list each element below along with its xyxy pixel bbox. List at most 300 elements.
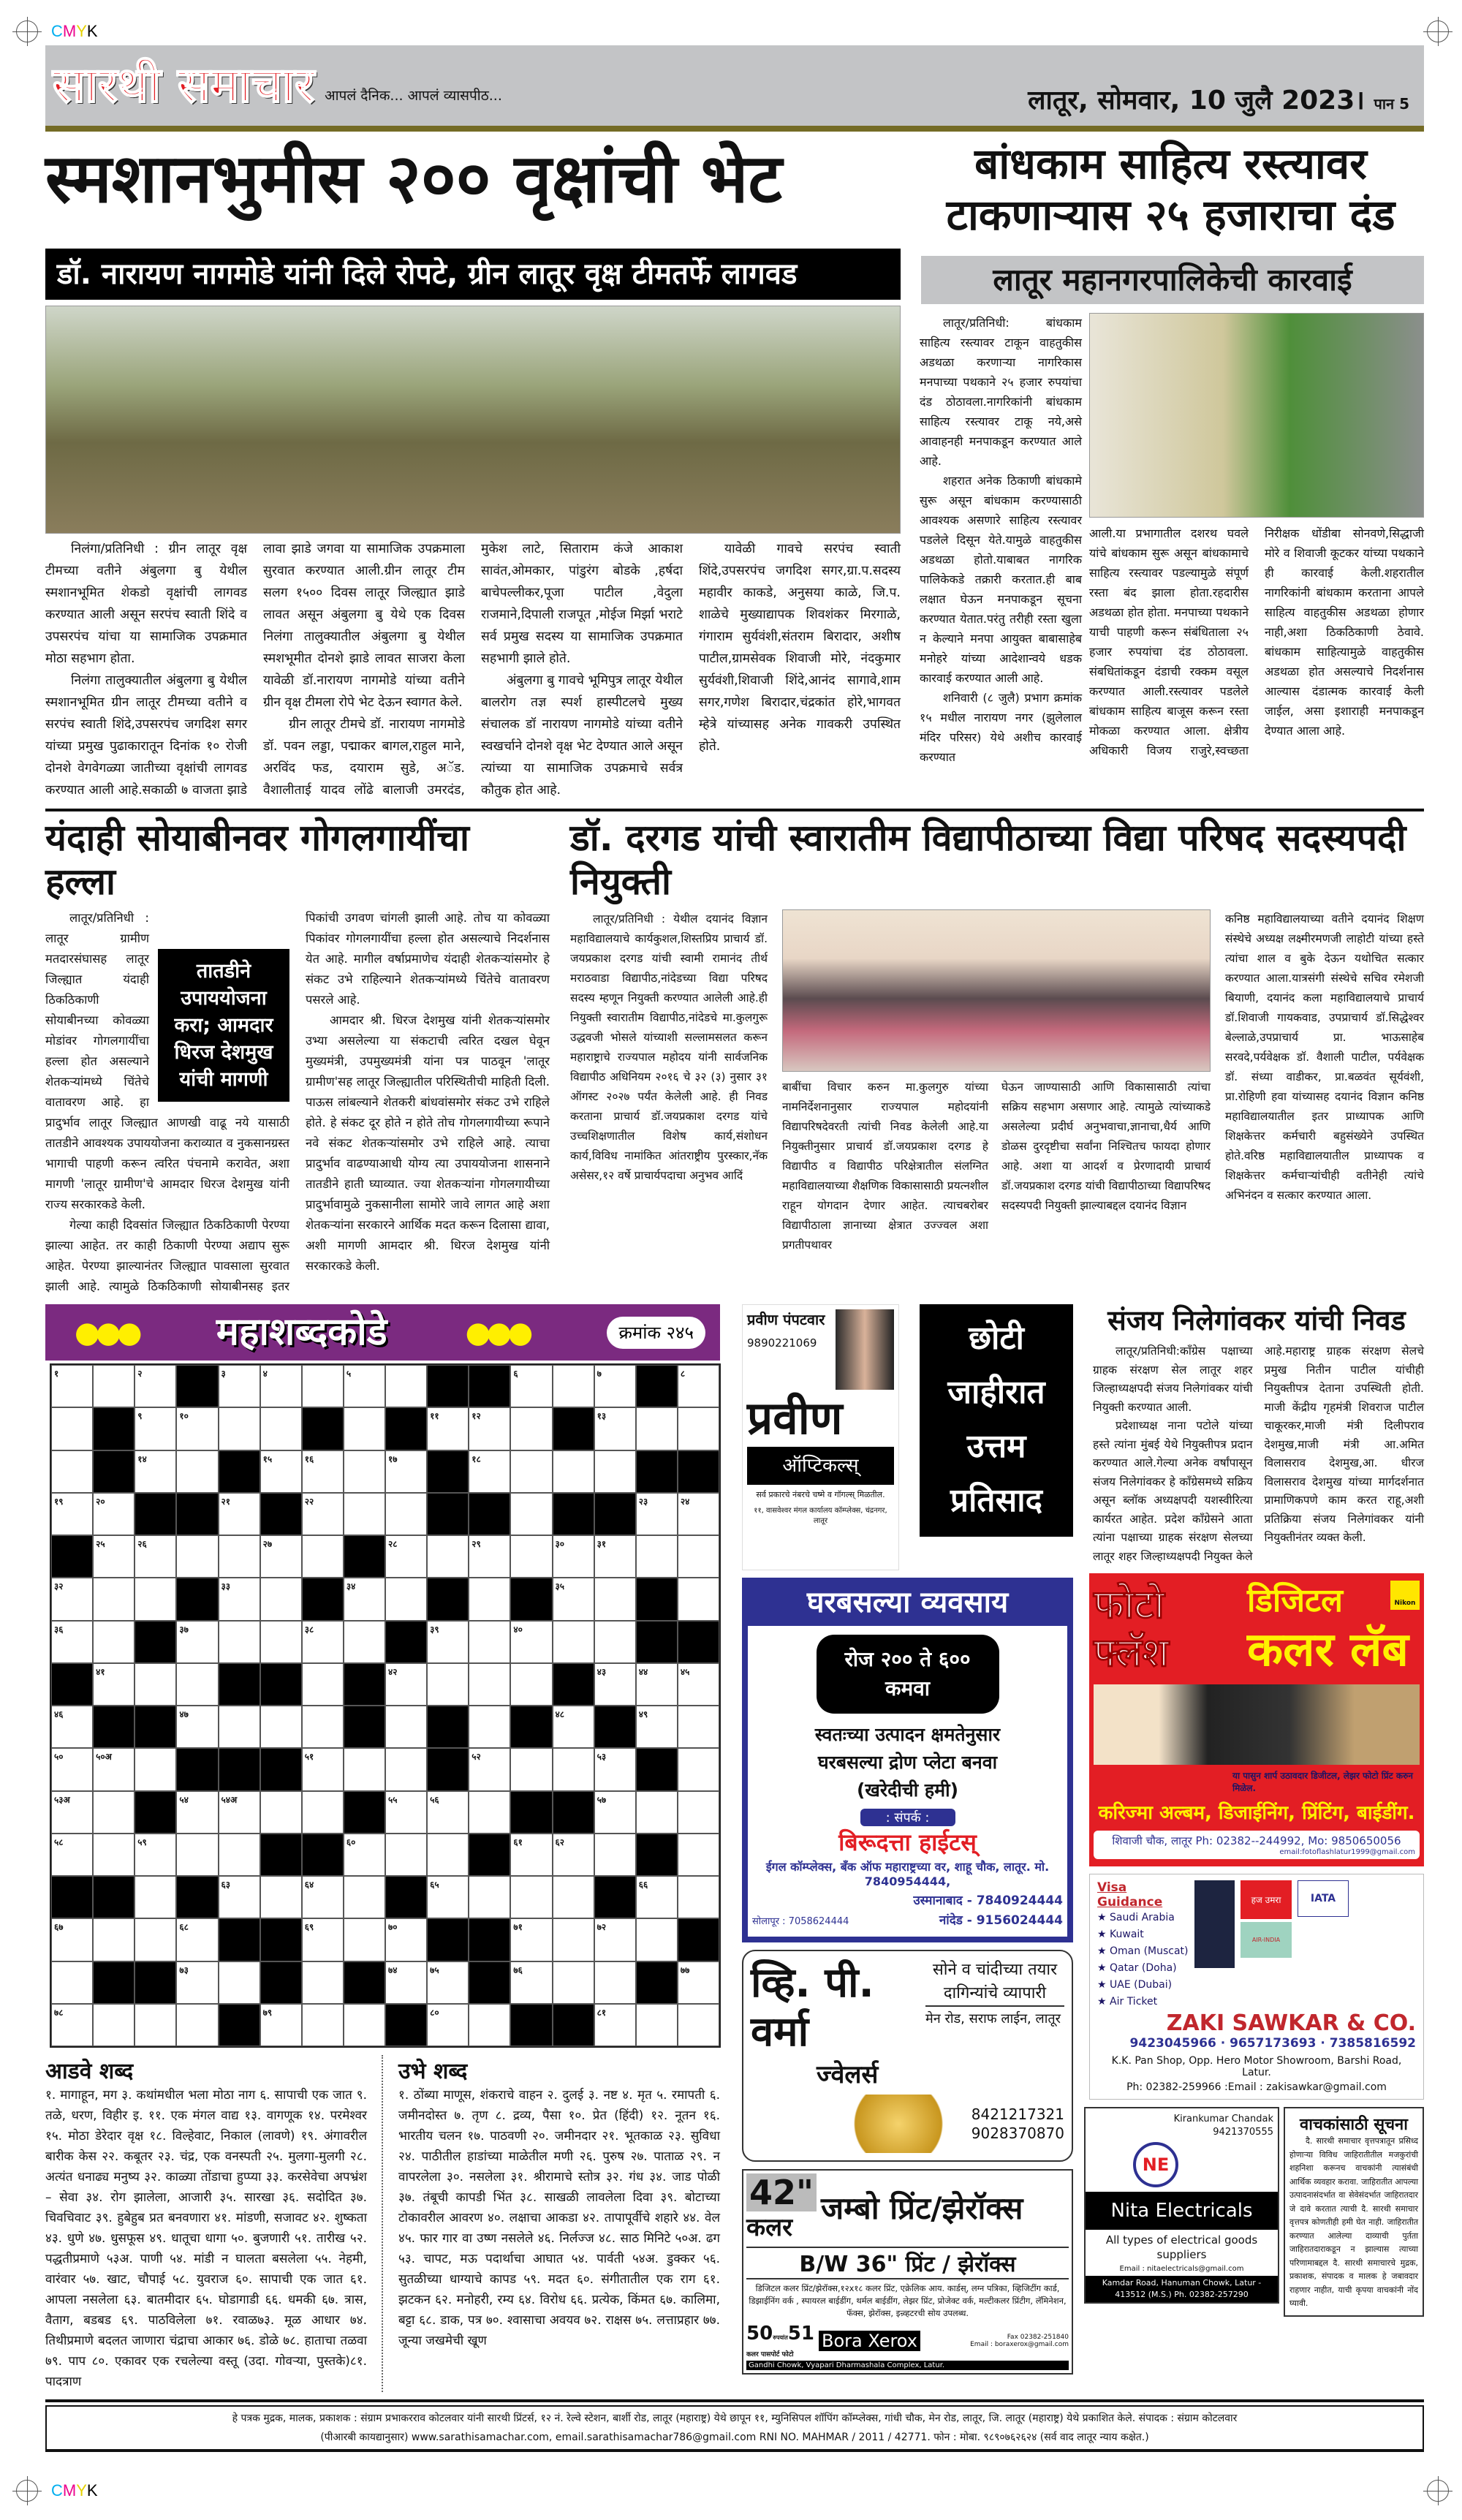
crossword-cell[interactable]: [176, 1834, 218, 1876]
crossword-block: [510, 1791, 552, 1834]
crossword-cell[interactable]: [176, 1663, 218, 1706]
story2-headline: बांधकाम साहित्य रस्त्यावर टाकणाऱ्यास २५ हजाराचा दंड: [946, 139, 1395, 240]
crossword-block: [469, 1493, 510, 1535]
crossword-cell[interactable]: [469, 1578, 510, 1620]
crossword-cell[interactable]: ५७: [594, 1791, 636, 1834]
crossword-cell[interactable]: १८: [469, 1450, 510, 1493]
crossword-cell[interactable]: ४६: [51, 1706, 93, 1748]
crossword-block: [385, 2004, 427, 2046]
crossword-cell[interactable]: ५१: [302, 1748, 344, 1790]
crossword-cell[interactable]: [93, 2004, 135, 2046]
masthead-divider: [45, 126, 1424, 132]
crossword-cell[interactable]: [678, 1578, 719, 1620]
crossword-cell[interactable]: ४५: [678, 1663, 719, 1706]
crossword-block: [302, 1834, 344, 1876]
crossword-cell[interactable]: २३: [636, 1493, 678, 1535]
crossword-cell[interactable]: [553, 1450, 594, 1493]
crossword-cell[interactable]: [678, 1791, 719, 1834]
story2-lower-text: आली.या प्रभागातील दशरथ घवले यांचे बांधकाम सुरू असून बांधकामाचे साहित्य रस्त्यावर पडल्यामुळे संपूर्ण रस्ता बंद झाला होता.रहदारीस अडथळा होत होता. मनपाच्या पथकाने याची पाहणी करून संबंधिताला २५ हजार रुपयांचा दंड ठोठावला. संबधितांकडून दंडाची रक्कम वसूल करण्यात आली.रस्त्यावर पडलेले बांधकाम साहित्य बाजूस करून रस्ता मोकळा करण्यात आला. क्षेत्रीय अधिकारी विजय राजुरे,स्वच्छता निरीक्षक धोंडीबा सोनवणे,सिद्धाजी मोरे व शिवाजी कूटकर यांच्या पथकाने ही कारवाई केली.शहरातील नागरिकांनी बांधकाम करताना आपले साहित्य वाहतुकीस अडथळा होणार नाही,अशा ठिकठिकाणी ठेवावे. बांधकाम साहित्यामुळे वाहतुकीस अडथळा होत असल्याचे निदर्शनास आल्यास दंडात्मक कारवाई केली जाईल, असा इशाराही मनपाकडून देण्यात आला आहे.: [1089, 526, 1424, 757]
crossword-cell[interactable]: ५६: [427, 1791, 469, 1834]
crossword-cell[interactable]: ५: [344, 1365, 385, 1407]
crossword-block: [510, 2004, 552, 2046]
crossword-block: [385, 1407, 427, 1450]
crossword-cell[interactable]: २१: [219, 1493, 260, 1535]
crossword-cell[interactable]: [344, 1450, 385, 1493]
crossword-cell[interactable]: [176, 2004, 218, 2046]
crossword-cell[interactable]: ५०: [51, 1748, 93, 1790]
footer-divider: [45, 2399, 1424, 2402]
crossword-cell[interactable]: [469, 1706, 510, 1748]
crossword-cell[interactable]: [553, 1365, 594, 1407]
burst-badge: रोज २०० ते ६०० कमवा: [817, 1635, 999, 1714]
crossword-cell[interactable]: ४४: [636, 1663, 678, 1706]
crossword-cell[interactable]: ६७: [51, 1918, 93, 1961]
crossword-cell[interactable]: [219, 1961, 260, 2004]
crossword-cell[interactable]: २७: [260, 1535, 302, 1578]
crossword-cell[interactable]: [176, 1535, 218, 1578]
crossword-block: [135, 1493, 176, 1535]
crossword-issue: क्रमांक २४५: [607, 1317, 705, 1349]
crossword-cell[interactable]: ८: [678, 1365, 719, 1407]
crossword-cell[interactable]: ७५: [427, 1961, 469, 2004]
crossword-block: [427, 1578, 469, 1620]
crossword-cell[interactable]: [469, 1791, 510, 1834]
story2-side-text: लातूर/प्रतिनिधी: बांधकाम साहित्य रस्त्यावर टाकून वाहतुकीस अडथळा करणाऱ्या नागरिकास मनपाच्या पथकाने २५ हजार रुपयांचा दंड ठोठावला.नागरिकांनी बांधकाम साहित्य रस्त्यावर टाकू नये,असे आवाहनही मनपाकडून करण्यात आले आहे. शहरात अनेक ठिकाणी बांधकामे सुरू असून बांधकाम करण्यासाठी आवश्यक असणारे साहित्य रस्त्यावर पडलेले दिसून येते.यामुळे वाहतुकीस अडथळा होतो.याबाबत नागरिक पालिकेकडे तक्रारी करतात.ही बाब लक्षात घेऊन मनपाकडून सूचना करण्यात येतात.परंतु तरीही रस्ता खुला न केल्याने मनपा आयुक्त बाबासाहेब मनोहरे यांच्या आदेशान्वये धडक कारवाई करण्यात आली आहे. शनिवारी (८ जुलै) प्रभाग क्रमांक १५ मधील नारायण नगर (झुलेलाल मंदिर परिसर) येथे अशीच कारवाई करण्यात: [920, 316, 1082, 764]
crossword-cell[interactable]: [260, 1407, 302, 1450]
crossword-cell[interactable]: ३१: [594, 1535, 636, 1578]
crossword-block: [135, 1621, 176, 1663]
crossword-block: [219, 1663, 260, 1706]
crossword-cell[interactable]: [594, 1961, 636, 2004]
crossword-cell[interactable]: ६९: [302, 1918, 344, 1961]
crossword-cell[interactable]: [260, 1621, 302, 1663]
crossword-cell[interactable]: [219, 1706, 260, 1748]
crossword-cell[interactable]: [385, 1706, 427, 1748]
crossword-cell[interactable]: ५२: [469, 1748, 510, 1790]
crossword-cell[interactable]: ६३: [219, 1876, 260, 1918]
crossword-block: [427, 1706, 469, 1748]
crossword-cell[interactable]: [344, 2004, 385, 2046]
crossword-block: [594, 1706, 636, 1748]
crossword-cell[interactable]: [93, 1621, 135, 1663]
crossword-block: [344, 1663, 385, 1706]
crossword-cell[interactable]: [344, 1407, 385, 1450]
crossword-block: [93, 1961, 135, 2004]
crossword-block: [260, 1663, 302, 1706]
crossword-cell[interactable]: १६: [302, 1450, 344, 1493]
crossword-block: [510, 1706, 552, 1748]
home-business-ad: घरबसल्या व्यवसाय रोज २०० ते ६०० कमवा स्वतःच्या उत्पादन क्षमतेनुसार घरबसल्या द्रोण प्लेटा बनवा (खरेदीची हमी) : संपर्क : बिरूदत्ता हाईटस् ईगल कॉम्प्लेक्स, बँक ऑफ महाराष्ट्रच्या वर, शाहू चौक, लातूर. मो. 7840954444, उस्मानाबाद - 7840924444 सोलापूर : 7058624444 नांदेड - 9156024444: [742, 1578, 1073, 1942]
crossword-cell[interactable]: ३५: [553, 1578, 594, 1620]
crossword-cell[interactable]: ३२: [51, 1578, 93, 1620]
crossword-block: [51, 1535, 93, 1578]
crossword-cell[interactable]: ७६: [510, 1961, 552, 2004]
dateline: लातूर, सोमवार, 10 जुलै 2023। पान 5: [1028, 86, 1409, 116]
crossword-block: [135, 1791, 176, 1834]
crossword-cell[interactable]: ३४: [344, 1578, 385, 1620]
model-photo: [836, 1309, 894, 1390]
crossword-block: [344, 1791, 385, 1834]
crossword-cell[interactable]: [93, 1918, 135, 1961]
crossword-cell[interactable]: [135, 1663, 176, 1706]
story1-subheadline: डॉ. नारायण नागमोडे यांनी दिले रोपटे, ग्रीन लातूर वृक्ष टीमतर्फे लागवड: [45, 249, 901, 300]
crossword-cell[interactable]: [344, 1748, 385, 1790]
crossword-cell[interactable]: [678, 1706, 719, 1748]
crossword-block: [219, 2004, 260, 2046]
story1-photo: [45, 306, 901, 534]
crossword-block: [302, 1578, 344, 1620]
crossword-cell[interactable]: [219, 1407, 260, 1450]
story5-body: लातूर/प्रतिनिधी:कॉंग्रेस पक्षाच्या ग्राहक संरक्षण सेल लातूर शहर जिल्हाध्यक्षपदी संजय निलेगांवकर यांची नियुक्ती करण्यात आली. प्रदेशाध्यक्ष नाना पटोले यांच्या हस्ते त्यांना मुंबई येथे नियुक्तीपत्र प्रदान करण्यात आले.गेल्या अनेक वर्षांपासून संजय निलेगांवकर हे कॉंग्रेसमध्ये सक्रिय असून ब्लॉक अध्यक्षपदी यशस्वीरित्या कार्यरत आहेत. प्रदेश कॉंग्रेसने आता त्यांना पक्षाच्या ग्राहक संरक्षण सेलच्या लातूर शहर जिल्हाध्यक्षपदी नियुक्त केले आहे.महाराष्ट्र ग्राहक संरक्षण सेलचे प्रमुख नितीन पाटील यांचीही नियुक्तीपत्र देताना उपस्थिती होती. माजी केंद्रीय गृहमंत्री शिवराज पाटील चाकूरकर,माजी मंत्री दिलीपराव देशमुख,माजी मंत्री आ.अमित विलासराव देशमुख,आ. धीरज विलासराव देशमुख यांच्या मार्गदर्शनात प्रामाणिकपणे काम करत राहू,अशी प्रतिक्रिया संजय निलेगांवकर यांनी नियुक्तीनंतर व्यक्त केली.: [1093, 1344, 1424, 1563]
crossword-block: [427, 1918, 469, 1961]
crossword-cell[interactable]: [260, 1876, 302, 1918]
crossword-block: [553, 1407, 594, 1450]
registration-mark-icon: [16, 2480, 38, 2502]
crossword-block: [219, 1450, 260, 1493]
crossword-cell[interactable]: [553, 1621, 594, 1663]
story3-headline: यंदाही सोयाबीनवर गोगलगायींचा हल्ला: [45, 817, 469, 903]
nita-electricals-ad: Kirankumar Chandak 9421370555 NE Nita Electricals All types of electrical goods suppliers Email : nitaelectricals@gmail.com Kamdar Road, Hanuman Chowk, Latur - 413512 (M.S.) Ph. 02382-257290: [1084, 2107, 1279, 2304]
crossword-block: [260, 1748, 302, 1790]
crossword-cell[interactable]: [135, 2004, 176, 2046]
crossword-cell[interactable]: [553, 1961, 594, 2004]
crossword-block: [344, 1535, 385, 1578]
crossword-cell[interactable]: २०: [93, 1493, 135, 1535]
crossword-block: [594, 1493, 636, 1535]
crossword-block: [93, 1706, 135, 1748]
crossword-cell[interactable]: [594, 1621, 636, 1663]
crossword-cell[interactable]: [553, 1876, 594, 1918]
visa-country-list: ★ Saudi Arabia ★ Kuwait ★ Oman (Muscat) ★ Qatar (Doha) ★ UAE (Dubai) ★ Air Ticket: [1097, 1912, 1189, 2008]
crossword-cell[interactable]: [678, 1876, 719, 1918]
cmyk-mark-top: CMYK: [51, 22, 98, 40]
crossword-cell[interactable]: [427, 1663, 469, 1706]
crossword-cell[interactable]: २४: [678, 1493, 719, 1535]
crossword-cell[interactable]: [302, 1365, 344, 1407]
crossword-cell[interactable]: ५८: [51, 1834, 93, 1876]
crossword-cell[interactable]: [427, 1535, 469, 1578]
dots-decoration-icon: ●●●: [75, 1315, 138, 1350]
crossword-cell[interactable]: ५४: [176, 1791, 218, 1834]
crossword-cell[interactable]: [678, 1535, 719, 1578]
down-clues: उभे शब्द १. ठोंब्या माणूस, शंकराचे वाहन २. दुलई ३. नष्ट ४. मृत ५. रमापती ६. जमीनदोस्त ७. तृण ८. द्रव्य, पैसा १०. प्रेत (हिंदी) १२. नूतन १६. भारतीय चलन १७. पाठवणी २०. जमीनदार २१. भूतकाळ २३. सुविधा २४. पाठीतील हाडांच्या माळेतील मणी २६. पुरुष २७. पाताळ २९. न वापरलेला ३०. नसलेला ३१. श्रीरामाचे स्तोत्र ३२. गंध ३४. जाड पोळी ३७. तंबूची कापडी भिंत ३८. साखळी लावलेला दिवा ३९. बोटाच्या टोकावरील आवरण ४०. लक्षाचा आकडा ४२. तापापूर्वीचे शहारे ४४. वेल ४५. फार गार वा उष्ण नसलेले ४६. निर्लज्ज ४८. साठ मिनिटे ५०अ. ढग ५३. चापट, मऊ पदार्थाचा आघात ५४. पार्वती ५४अ. डुक्कर ५६. सुतळीच्या धाग्याचे कापड ५९. मदत ६०. संगीतातील एक राग ६१. झटकन ६२. मनोहरी, रम्य ६४. विरोध ६६. प्रत्येक, किंमत ६७. कालिमा, बट्टा ६८. डाक, पत्र ७०. श्वासाचा अवयव ७२. राक्षस ७५. लत्ताप्रहार ७७. जून्या जखमेची खूण: [398, 2059, 720, 2348]
crossword-cell[interactable]: ३७: [176, 1621, 218, 1663]
crossword-cell[interactable]: [93, 1365, 135, 1407]
crossword-cell[interactable]: [302, 1663, 344, 1706]
crossword-cell[interactable]: [678, 1834, 719, 1876]
crossword-block: [176, 1748, 218, 1790]
crossword-block: [427, 1748, 469, 1790]
crossword-block: [344, 1706, 385, 1748]
crossword-cell[interactable]: ५५: [385, 1791, 427, 1834]
crossword-cell[interactable]: ५३: [594, 1748, 636, 1790]
crossword-cell[interactable]: ६: [510, 1365, 552, 1407]
crossword-cell[interactable]: १४: [135, 1450, 176, 1493]
crossword-cell[interactable]: [176, 1450, 218, 1493]
jewellery-photo: [833, 2095, 964, 2153]
crossword-cell[interactable]: २८: [385, 1535, 427, 1578]
crossword-cell[interactable]: ६६: [636, 1876, 678, 1918]
crossword-block: [176, 1493, 218, 1535]
across-clues: आडवे शब्द १. मागाहून, मग ३. कथांमधील भला मोठा नाग ६. सापाची एक जात ९. तळे, धरण, विहीर इ. ११. एक मंगल वाद्य १३. वागणूक १४. परमेश्वर १५. मोठा डेरेदार वृक्ष १८. विल्हेवाट, निकाल (लावणे) १९. अंगावरील बारीक केस २२. कबूतर २३. चंद्र, एक वनस्पती २५. मुलगा-मुलगी २८. अत्यंत धनाढ्य मनुष्य ३२. काळ्या तोंडाचा हुप्प्या ३३. करसेवेचा अपभ्रंश – सेवा ३४. रोग झालेला, आजारी ३५. सारखा ३६. सदोदित ३७. चिवचिवाट ३९. हुबेहुब प्रत बनवणारा ४१. मांडणी, सजावट ४२. शुष्कता ४३. धुणे ४७. धुसफूस ४९. धातूचा धागा ५०. बुजणारी ५१. तारीख ५२. पद्धतीप्रमाणे ५३अ. पाणी ५४. मांडी न घालता बसलेला ५५. नेहमी, वारंवार ५७. खाट, चौपाई ५८. युवराज ६०. सापाची एक जात ६१. आपला नसलेला ६३. बातमीदार ६५. घोडागाडी ६६. धमकी ६७. त्रास, वैताग, बडबड ६९. पाठविलेला ७१. रवाळ७३. मूळ आधार ७४. तिथीप्रमाणे बदलत जाणारा चंद्राचा आकार ७६. डोळे ७८. हाताचा तळवा ७९. पाप ८०. एकावर एक रचलेल्या वस्तू (उदा. गोवऱ्या, पुस्तके)८१. पादत्राण: [45, 2059, 367, 2389]
reader-notice: वाचकांसाठी सूचना दै. सारथी समाचार वृत्तपत्रातून प्रसिध्द होणाऱ्या विविध जाहिरातीतील मजकुरांची शहनिशा करूनच वाचकांनी त्यासंबंधी आर्थिक व्यवहार करावा. जाहिरातीत आपल्या उत्पादनासंदर्भात वा सेवेसंदर्भात जाहिरातदार जे दावे करतात त्याची दै. सारथी समाचार वृत्तपत्र कोणतीही हमी घेत नाही. जाहिरातीत करण्यात आलेल्या दाव्याची पुर्तता जाहिरातदाराकडून न झाल्यास त्याच्या परिणामाबद्दल दै. सारथी समाचारचे मुद्रक, प्रकाशक, संपादक व मालक हे जबावदार राहणार नाहीत, याची कृपया वाचकांनी नोंद घ्यावी.: [1284, 2107, 1424, 2317]
story3-pullquote: तातडीने उपाययोजना करा; आमदार धिरज देशमुख यांची मागणी: [158, 949, 289, 1102]
crossword-block: [678, 1918, 719, 1961]
crossword-cell[interactable]: ३३: [219, 1578, 260, 1620]
crossword-title: महाशब्दकोडे: [216, 1310, 387, 1355]
crossword-cell[interactable]: १९: [51, 1493, 93, 1535]
crossword-cell[interactable]: ५९: [135, 1834, 176, 1876]
crossword-cell[interactable]: ७३: [176, 1961, 218, 2004]
registration-mark-icon: [1427, 2480, 1449, 2502]
crossword-cell[interactable]: १५: [260, 1450, 302, 1493]
crossword-cell[interactable]: [678, 2004, 719, 2046]
crossword-cell[interactable]: ४३: [594, 1663, 636, 1706]
crossword-cell[interactable]: [302, 1535, 344, 1578]
crossword-cell[interactable]: १२: [469, 1407, 510, 1450]
crossword-cell[interactable]: [302, 1791, 344, 1834]
crossword-grid: [50, 1363, 721, 2048]
crossword-cell[interactable]: [385, 1365, 427, 1407]
crossword-block: [135, 1961, 176, 2004]
crossword-block: [176, 1365, 218, 1407]
crossword-cell[interactable]: [594, 1450, 636, 1493]
crossword-block: [260, 1493, 302, 1535]
crossword-cell[interactable]: [636, 1407, 678, 1450]
crossword-block: [427, 1450, 469, 1493]
crossword-cell[interactable]: [219, 1834, 260, 1876]
crossword-cell[interactable]: ४८: [553, 1706, 594, 1748]
crossword-cell[interactable]: २६: [135, 1535, 176, 1578]
crossword-block: [636, 1961, 678, 2004]
crossword-cell[interactable]: [51, 1450, 93, 1493]
crossword-block: [385, 1621, 427, 1663]
crossword-block: [260, 1834, 302, 1876]
crossword-cell[interactable]: [553, 1918, 594, 1961]
crossword-cell[interactable]: ७४: [385, 1961, 427, 2004]
crossword-block: [51, 1663, 93, 1706]
crossword-cell[interactable]: ४: [260, 1365, 302, 1407]
crossword-cell[interactable]: ३६: [51, 1621, 93, 1663]
crossword-cell[interactable]: ८०: [427, 2004, 469, 2046]
crossword-cell[interactable]: [93, 1791, 135, 1834]
crossword-cell[interactable]: [510, 1450, 552, 1493]
cmyk-mark-bottom: CMYK: [51, 2481, 98, 2500]
crossword-block: [260, 1961, 302, 2004]
crossword-cell[interactable]: [594, 1834, 636, 1876]
story1-body: निलंगा/प्रतिनिधी : ग्रीन लातूर वृक्ष टीमच्या वतीने अंबुलगा बु येथील स्मशानभूमित शेकडो वृक्षांची लागवड करण्यात आली असून सरपंच स्वाती शिंदे व उपसरपंच यांचा या सामाजिक उपक्रमात मोठा सहभाग होता. निलंगा तालुक्यातील अंबुलगा बु येथील स्मशानभूमित ग्रीन लातूर टीमच्या वतीने व सरपंच स्वाती शिंदे,उपसरपंच जगदिश सगर यांच्या प्रमुख पुढाकारातून दिनांक १० रोजी दोनशे वेगवेगळ्या जातीच्या वृक्षांची लागवड करण्यात आली आहे.सकाळी ७ वाजता झाडे लावा झाडे जगवा या सामाजिक उपक्रमाला सुरवात करण्यात आली.ग्रीन लातूर टीम सलग १५०० दिवस लातूर जिल्ह्यात झाडे लावत असून अंबुलगा बु येथे एक दिवस निलंगा तालुक्यातील अंबुलगा बु येथील स्मशभूमीत दोनशे झाडे लावत साजरा केला यावेळी डॉ.नारायण नागमोडे यांच्या वतीने ग्रीन वृक्ष टीमला रोपे भेट देऊन स्वागत केले. ग्रीन लातूर टीमचे डॉ. नारायण नागमोडे डॉ. पवन लड्डा, पद्माकर बागल,राहुल माने, अरविंद फड, दयाराम सुडे, अॅड. वैशालीताई यादव लोंढे बालाजी उमरदंड, मुकेश लाटे, सिताराम कंजे आकाश सावंत,ओमकार, पांडुरंग बोडके ,हर्षदा बाचेपल्लीकर,पूजा पाटील ,वेदुला राजमाने,दिपाली राजपूत ,मोईज मिर्झा भराटे सर्व प्रमुख सदस्य या सामाजिक उपक्रमात सहभागी झाले होते. अंबुलगा बु गावचे भूमिपुत्र लातूर येथील बालरोग तज्ञ स्पर्श हास्पीटलचे मुख्य संचालक डॉ नारायण नागमोडे यांच्या वतीने स्वखर्चाने दोनशे वृक्ष भेट देण्यात आले असून त्यांच्या या सामाजिक उपक्रमाचे सर्वत्र कौतुक होत आहे. यावेळी गावचे सरपंच स्वाती शिंदे,उपसरपंच जगदिश सगर,ग्रा.प.सदस्य महावीर काकडे, अनुसया काळे, जि.प. शाळेचे मुख्याद्यापक शिवशंकर मिरगाळे, गंगाराम सुर्यवंशी,संतराम बिरादार, अशीष पाटील,ग्रामसेवक शिवाजी मोरे, नंदकुमार सुर्यवंशी,शिवाजी शिंदे,आनंद सागावे,शाम सगर,गणेश बिरादार,चंद्रकांत होरे,भागवत म्हेत्रे यांच्यासह अनेक गावकरी उपस्थित होते.: [45, 542, 901, 798]
crossword-cell[interactable]: ५३अ: [51, 1791, 93, 1834]
crossword-cell[interactable]: १: [51, 1365, 93, 1407]
crossword-block: [469, 1834, 510, 1876]
crossword-cell[interactable]: [219, 1535, 260, 1578]
footer-imprint: हे पत्रक मुद्रक, मालक, प्रकाशक : संग्राम प्रभाकरराव कोटलवार यांनी सारथी प्रिंटर्स, १२ नं. रेल्वे स्टेशन, बार्शी रोड, लातूर (महाराष्ट्र) येथे छापून ११, म्युनिसिपल शॉपिंग कॉम्प्लेक्स, गांधी चौक, मेन रोड, लातूर, जि. लातूर (महाराष्ट्र) येथे प्रकाशित केले. संपादक : संग्राम कोटलवार (पीआरबी कायद्यानुसार) www.sarathisamachar.com, email.sarathisamachar786@gmail.com RNI NO. MAHMAR / 2011 / 42771. फोन : मोबा. ९८९०७६२६२४ (सर्व वाद लातूर न्याय कक्षेत.): [45, 2405, 1424, 2452]
crossword-cell[interactable]: ८१: [594, 2004, 636, 2046]
crossword-cell[interactable]: [135, 1876, 176, 1918]
crossword-cell[interactable]: [344, 1918, 385, 1961]
newspaper-logo: सारथी समाचार: [53, 57, 315, 114]
crossword-block: [636, 1834, 678, 1876]
crossword-cell[interactable]: ७०: [385, 1918, 427, 1961]
story5-headline: संजय निलेगांवकर यांची निवड: [1107, 1304, 1406, 1336]
crossword-block: [469, 1365, 510, 1407]
crossword-cell[interactable]: [302, 1961, 344, 2004]
story3-body: तातडीने उपाययोजना करा; आमदार धिरज देशमुख यांची मागणी लातूर/प्रतिनिधी : लातूर ग्रामीण मतदारसंघासह लातूर जिल्ह्यात यंदाही ठिकठिकाणी सोयाबीनच्या कोवळ्या मोडांवर गोगलगायींचा हल्ला होत असल्याने शेतकऱ्यांमध्ये चिंतेचे वातावरण आहे. हा प्रादुर्भाव लातूर जिल्ह्यात आणखी वाढू नये यासाठी तातडीने आवश्यक उपाययोजना कराव्यात व नुकसानग्रस्त भागाची पाहणी करून त्वरित पंचनामे करावेत, अशा मागणी 'लातूर ग्रामीण'चे आमदार धिरज देशमुख यांनी राज्य सरकारकडे केली. गेल्या काही दिवसांत जिल्ह्यात ठिकठिकाणी पेरण्या झाल्या आहेत. तर काही ठिकाणी पेरण्या अद्याप सुरू आहेत. पेरण्या झाल्यानंतर जिल्ह्यात पावसाला सुरवात झाली आहे. त्यामुळे ठिकठिकाणी सोयाबीनसह इतर पिकांची उगवण चांगली झाली आहे. तोच या कोवळ्या पिकांवर गोगलगायींचा हल्ला होत असल्याचे निदर्शनास येत आहे. मागील वर्षाप्रमाणेच यंदाही शेतकऱ्यांसमोर हे संकट उभे राहिल्याने शेतकऱ्यांमध्ये चिंतेचे वातावरण पसरले आहे. आमदार श्री. धिरज देशमुख यांनी शेतकऱ्यांसमोर उभ्या असलेल्या या संकटाची त्वरित दखल घेवून मुख्यमंत्री, उपमुख्यमंत्री यांना पत्र पाठवून 'लातूर ग्रामीण'सह लातूर जिल्ह्यातील परिस्थितीची माहिती दिली. पाऊस लांबल्याने शेतकरी बांधवांसमोर संकट उभे राहिले होते. हे संकट दूर होते न होते तोच गोगलगायीच्या रूपाने नवे संकट शेतकऱ्यांसमोर उभे राहिले आहे. त्याचा प्रादुर्भाव वाढण्याआधी योग्य त्या उपाययोजना शासनाने तातडीने हाती घ्याव्यात. ज्या शेतकऱ्यांना गोगलगायीच्या प्रादुर्भावामुळे नुकसानीला सामोरे जावे लागत आहे अशा शेतकऱ्यांना सरकारने आर्थिक मदत करून दिलासा द्यावा, अशी मागणी आमदार श्री. धिरज देशमुख यांनी सरकारकडे केली.: [45, 911, 550, 1293]
crossword-cell[interactable]: ७९: [260, 2004, 302, 2046]
story4-col1: लातूर/प्रतिनिधी : येथील दयानंद विज्ञान महाविद्यालयाचे कार्यकुशल,शिस्तप्रिय प्राचार्य डॉ. जयप्रकाश दरगड यांची स्वामी रामानंद तीर्थ मराठवाडा विद्यापीठ,नांदेडच्या विद्या परिषद सदस्य म्हणून नियुक्ती करण्यात आलेली आहे.ही नियुक्ती स्वारातीम विद्यापीठ,नांदेडचे मा.कुलगुरू उद्धवजी भोसले यांच्याशी सल्लामसलत करून महाराष्ट्राचे राज्यपाल महोदय यांनी सार्वजनिक विद्यापीठ अधिनियम २०१६ चे ३२ (३) नुसार ३१ ऑगस्ट २०२७ पर्यंत केलेली आहे. ही निवड करताना प्राचार्य डॉ.जयप्रकाश दरगड यांचे उच्चशिक्षणातील विशेष कार्य,संशोधन कार्य,विविध नामांकित आंतराष्ट्रीय पुरस्कार,नॅक असेसर,१२ वर्षे प्राचार्यपदाचा अनुभव आदिं: [570, 912, 768, 1182]
story4-col3: घेऊन जाण्यासाठी आणि विकासासाठी त्यांचा सक्रिय सहभाग असणार आहे. त्यामुळे त्यांच्याकडे असलेल्या प्रदीर्घ अनुभवाचा,ज्ञानाचा,धैर्य आणि डोळस दुरदृष्टीचा सर्वांना निश्चितच फायदा होणार आहे. अशा या आदर्श व प्रेरणादायी प्राचार्य डॉ.जयप्रकाश दरगड यांची विद्यापीठाच्या विद्यापरिषद सदस्यपदी नियुक्ती झाल्याबद्दल दयानंद विज्ञान: [1001, 1081, 1211, 1212]
crossword-cell[interactable]: [260, 1706, 302, 1748]
crossword-cell[interactable]: [427, 1834, 469, 1876]
crossword-cell[interactable]: [510, 1663, 552, 1706]
crossword-cell[interactable]: ३०: [553, 1535, 594, 1578]
crossword-cell[interactable]: ११: [427, 1407, 469, 1450]
crossword-cell[interactable]: [636, 1918, 678, 1961]
crossword-cell[interactable]: ९: [135, 1407, 176, 1450]
camera-products-photo: [1094, 1684, 1420, 1765]
crossword-block: [219, 1918, 260, 1961]
tagline: आपलं दैनिक... आपलं व्यासपीठ...: [325, 87, 502, 104]
crossword-cell[interactable]: ६२: [553, 1834, 594, 1876]
crossword-cell[interactable]: [93, 1834, 135, 1876]
story1-headline: स्मशानभुमीस २०० वृक्षांची भेट: [45, 140, 782, 218]
crossword-cell[interactable]: ३९: [427, 1621, 469, 1663]
crossword-cell[interactable]: [93, 1578, 135, 1620]
crossword-cell[interactable]: [135, 1748, 176, 1790]
crossword-cell[interactable]: [135, 1578, 176, 1620]
crossword-cell[interactable]: [344, 1493, 385, 1535]
crossword-block: [636, 1748, 678, 1790]
crossword-cell[interactable]: [678, 1407, 719, 1450]
crossword-cell[interactable]: [469, 1621, 510, 1663]
crossword-cell[interactable]: ६५: [427, 1876, 469, 1918]
crossword-cell[interactable]: [51, 1407, 93, 1450]
crossword-block: [176, 1876, 218, 1918]
crossword-block: [553, 1791, 594, 1834]
crossword-cell[interactable]: ७: [594, 1365, 636, 1407]
crossword-block: [260, 1918, 302, 1961]
crossword-cell[interactable]: [385, 1748, 427, 1790]
crossword-cell[interactable]: ६४: [302, 1876, 344, 1918]
passport-image: [1194, 1880, 1235, 1968]
crossword-block: [51, 1876, 93, 1918]
crossword-cell[interactable]: [385, 1834, 427, 1876]
crossword-cell[interactable]: [219, 1621, 260, 1663]
crossword-cell[interactable]: ४७: [176, 1706, 218, 1748]
crossword-cell[interactable]: ७७: [678, 1961, 719, 2004]
story4-col2: बाबींचा विचार करुन मा.कुलगुरु यांच्या नामनिर्देशनानुसार राज्यपाल महोदयांनी विद्यापरिषदेवरती त्यांची निवड केलेली आहे.या नियुक्तीनुसार प्राचार्य डॉ.जयप्रकाश दरगड हे विद्यापीठ व विद्यापीठ परिक्षेत्रातील संलग्नित महाविद्यालयाच्या शैक्षणिक विकासासाठी प्रयत्नशील राहून योगदान देणार आहेत. त्याचबरोबर विद्यापीठाला ज्ञानाच्या क्षेत्रात उज्ज्वल अशा प्रगतीपथावर: [782, 1081, 988, 1252]
crossword-block: [636, 1578, 678, 1620]
crossword-header: [45, 1304, 720, 1361]
crossword-cell[interactable]: [510, 1407, 552, 1450]
crossword-cell[interactable]: [636, 1535, 678, 1578]
crossword-cell[interactable]: [553, 1748, 594, 1790]
crossword-cell[interactable]: [135, 1918, 176, 1961]
clues-divider: [382, 2055, 383, 2392]
dots-decoration-icon: ●●●: [465, 1315, 529, 1350]
crossword-block: [469, 1918, 510, 1961]
crossword-cell[interactable]: [302, 1706, 344, 1748]
crossword-block: [93, 1876, 135, 1918]
jewellers-ad: व्हि. पी. वर्मा ज्वेलर्स सोने व चांदीच्या तयार दागिन्यांचे व्यापारी मेन रोड, सराफ लाईन, लातूर 8421217321 9028370870: [742, 1950, 1073, 2162]
crossword-block: [553, 1493, 594, 1535]
crossword-block: [219, 1748, 260, 1790]
crossword-block: [385, 1876, 427, 1918]
crossword-cell[interactable]: [469, 1663, 510, 1706]
crossword-cell[interactable]: १३: [594, 1407, 636, 1450]
crossword-cell[interactable]: [260, 1578, 302, 1620]
crossword-cell[interactable]: [51, 1961, 93, 2004]
foto-flash-ad: फोटो फ्लॅश Nikon डिजिटल कलर लॅब या पासुन शार्प उठावदार डिजीटल, लेझर फोटो प्रिंट करुन मिळेल. करिज्मा अल्बम, डिजाईनिंग, प्रिंटिंग, बाईडींग. शिवाजी चौक, लातूर Ph: 02382--244992, Mo: 9850650056 email:fotoflashlatur1999@gmail.com: [1089, 1573, 1424, 1866]
crossword-cell[interactable]: [678, 1748, 719, 1790]
crossword-cell[interactable]: ६१: [510, 1834, 552, 1876]
crossword-block: [678, 1621, 719, 1663]
crossword-cell[interactable]: [469, 2004, 510, 2046]
crossword-cell[interactable]: ५०अ: [93, 1748, 135, 1790]
crossword-cell[interactable]: २५: [93, 1535, 135, 1578]
classified-ad-promo: छोटी जाहीरात उत्तम प्रतिसाद: [920, 1304, 1073, 1537]
crossword-cell[interactable]: [510, 1748, 552, 1790]
crossword-block: [636, 1621, 678, 1663]
crossword-cell[interactable]: [302, 2004, 344, 2046]
crossword-cell[interactable]: ४०: [510, 1621, 552, 1663]
crossword-cell[interactable]: ५४अ: [219, 1791, 260, 1834]
crossword-cell[interactable]: ६८: [176, 1918, 218, 1961]
optical-ad: प्रवीण पंपटवार 9890221069 प्रवीण ऑप्टिकल्स् सर्व प्रकारचे नंबरचे चष्मे व गॉगल्स् मिळतील. ११, वासवेश्वर मंगल कार्यालय कॉम्प्लेक्स, चंद्रनगर, लातूर: [742, 1304, 899, 1570]
crossword-cell[interactable]: [636, 2004, 678, 2046]
crossword-cell[interactable]: ६०: [344, 1834, 385, 1876]
crossword-cell[interactable]: [385, 1578, 427, 1620]
crossword-cell[interactable]: २: [135, 1365, 176, 1407]
crossword-cell[interactable]: २२: [302, 1493, 344, 1535]
crossword-cell[interactable]: ७८: [51, 2004, 93, 2046]
crossword-cell[interactable]: [260, 1791, 302, 1834]
crossword-cell[interactable]: ४२: [385, 1663, 427, 1706]
crossword-block: [594, 1876, 636, 1918]
crossword-block: [427, 1493, 469, 1535]
crossword-cell[interactable]: [636, 1791, 678, 1834]
story4-col4: कनिष्ठ महाविद्यालयाच्या वतीने दयानंद शिक्षण संस्थेचे अध्यक्ष लक्ष्मीरमणजी लाहोटी यांच्या हस्ते त्यांचा शाल व बुके देऊन यथोचित सत्कार करण्यात आला.यात्रसंगी संस्थेचे सचिव रमेशजी बियाणी, दयानंद कला महाविद्यालयाचे प्राचार्य डॉ.शिवाजी गायकवाड, उपप्राचार्य डॉ.सिद्धेश्वर बेल्लाळे,उपप्राचार्य प्रा. भाऊसाहेब सरवदे,पर्यवेक्षक डॉ. वैशाली पाटील, पर्यवेक्षक डॉ. संध्या वाडीकर, प्रा.बळवंत सूर्यवंशी, प्रा.रोहिणी हवा यांच्यासह दयानंद विज्ञान कनिष्ठ महाविद्यालयातील इतर प्राध्यापक आणि शिक्षकेत्तर कर्मचारी बहुसंख्येने उपस्थित होते.वरिष्ठ महाविद्यालयातील प्राध्यापक व शिक्षकेत्तर कर्मचाऱ्यांचीही वतीनेही त्यांचे अभिनंदन व सत्कार करण्यात आला.: [1225, 912, 1424, 1202]
crossword-cell[interactable]: ७१: [510, 1918, 552, 1961]
crossword-cell[interactable]: [469, 1876, 510, 1918]
crossword-block: [344, 1961, 385, 2004]
crossword-cell[interactable]: [385, 1493, 427, 1535]
crossword-cell[interactable]: ३८: [302, 1621, 344, 1663]
crossword-cell[interactable]: [510, 1493, 552, 1535]
crossword-cell[interactable]: ४१: [93, 1663, 135, 1706]
crossword-block: [302, 1407, 344, 1450]
crossword-cell[interactable]: २९: [469, 1535, 510, 1578]
crossword-cell[interactable]: [344, 1621, 385, 1663]
crossword-cell[interactable]: ४९: [636, 1706, 678, 1748]
crossword-cell[interactable]: [594, 1578, 636, 1620]
crossword-cell[interactable]: ७२: [594, 1918, 636, 1961]
crossword-cell[interactable]: १७: [385, 1450, 427, 1493]
crossword-cell[interactable]: [510, 1535, 552, 1578]
crossword-block: [553, 2004, 594, 2046]
crossword-block: [93, 1450, 135, 1493]
crossword-cell[interactable]: १०: [176, 1407, 218, 1450]
section-divider: [45, 809, 1424, 811]
crossword-cell[interactable]: [344, 1876, 385, 1918]
registration-mark-icon: [1427, 20, 1449, 42]
nita-logo-icon: NE: [1133, 2142, 1178, 2187]
crossword-block: [553, 1663, 594, 1706]
crossword-cell[interactable]: [510, 1876, 552, 1918]
crossword-cell[interactable]: ३: [219, 1365, 260, 1407]
crossword-block: [678, 1450, 719, 1493]
crossword-block: [135, 1706, 176, 1748]
